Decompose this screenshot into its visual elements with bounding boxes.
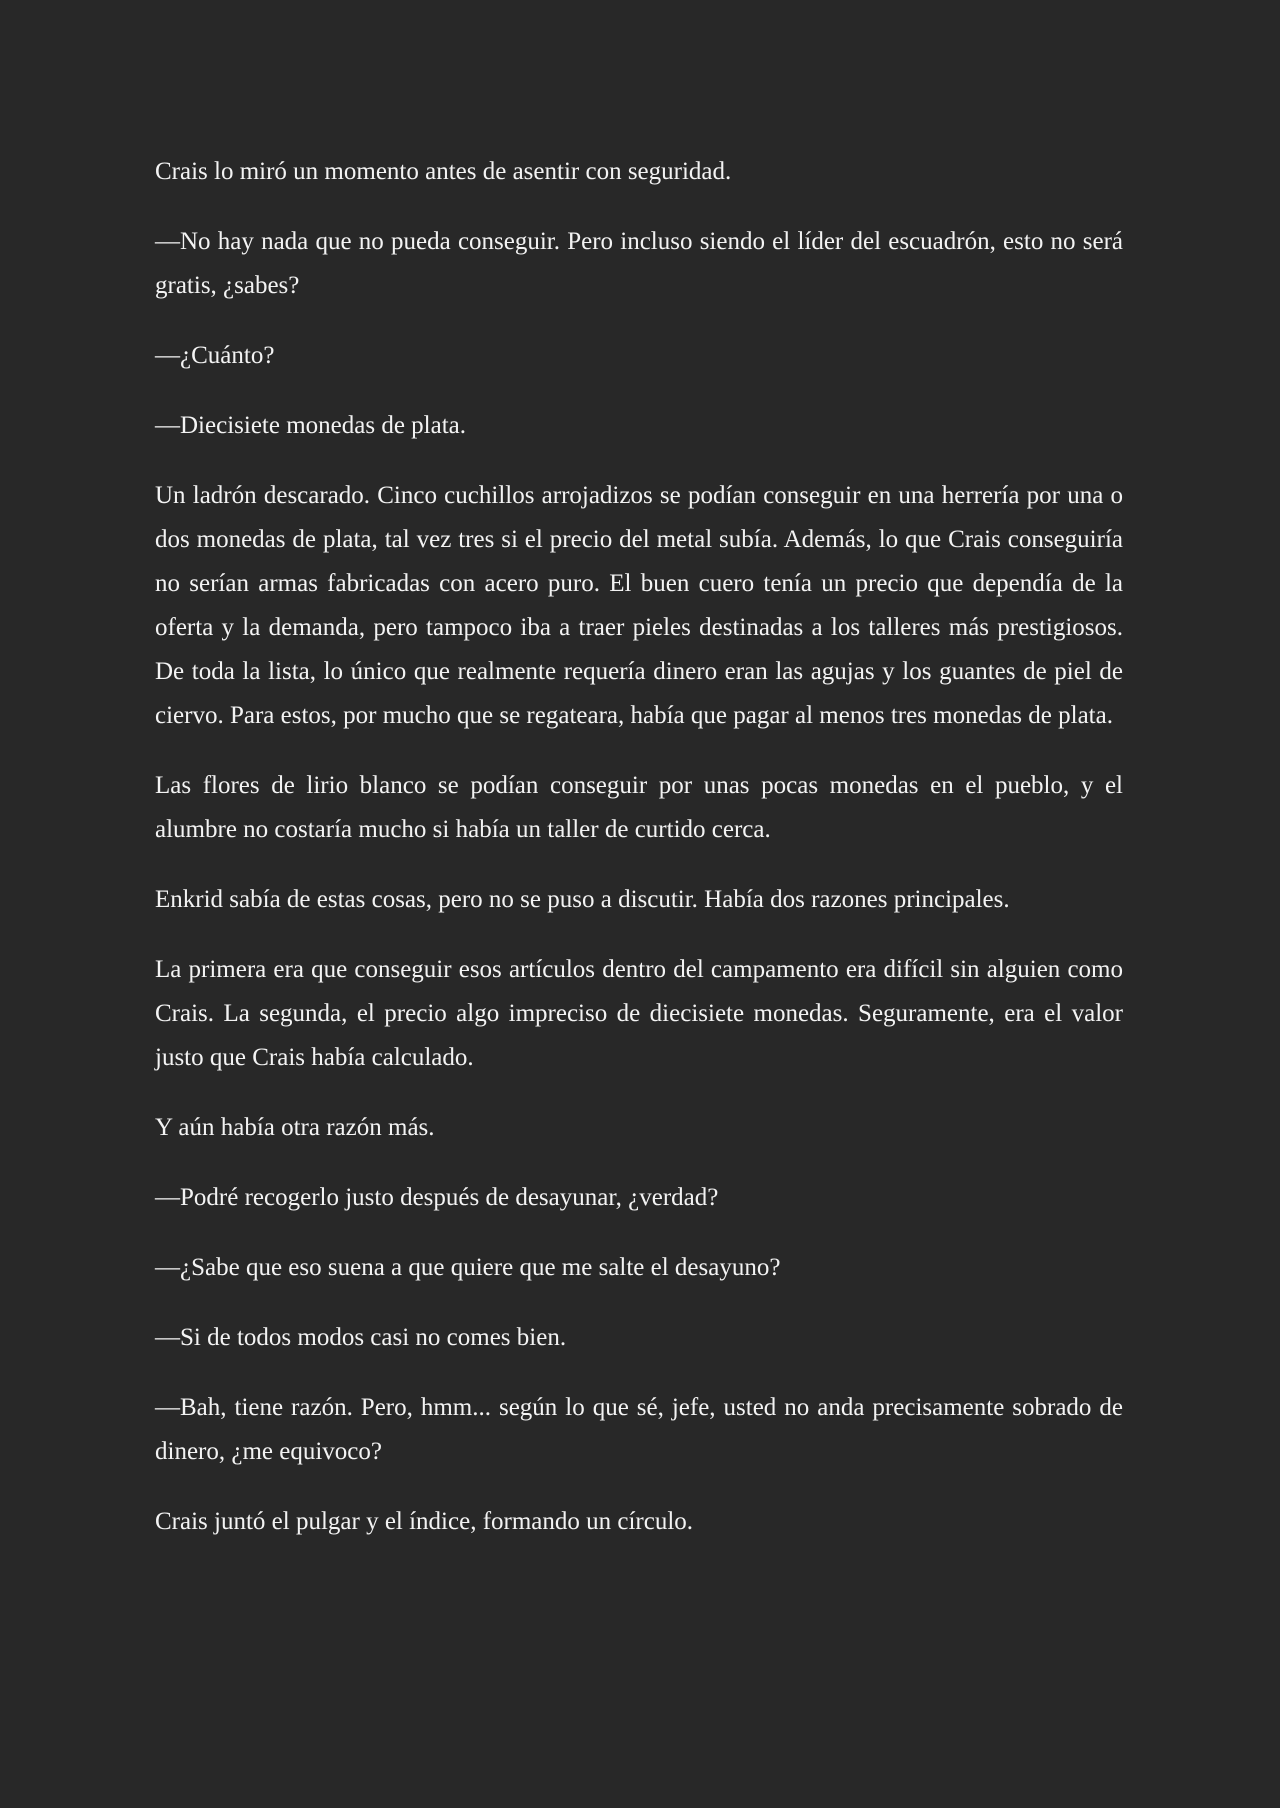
paragraph: —No hay nada que no pueda conseguir. Pero incluso siendo el líder del escuadrón, esto no será gratis, ¿sabes? xyxy=(155,228,1123,299)
paragraph: Crais lo miró un momento antes de asentir con seguridad. xyxy=(155,158,732,185)
paragraph: Las flores de lirio blanco se podían conseguir por unas pocas monedas en el pueblo, y el alumbre no costaría mucho si había un taller de curtido cerca. xyxy=(155,772,1123,843)
paragraph: La primera era que conseguir esos artículos dentro del campamento era difícil sin alguien como Crais. La segunda, el precio algo impreciso de diecisiete monedas. Seguramente, era el valor justo que Crais había calculado. xyxy=(155,956,1123,1071)
paragraph: —Podré recogerlo justo después de desayunar, ¿verdad? xyxy=(155,1184,719,1211)
document-page xyxy=(155,150,1123,1570)
paragraph: Crais juntó el pulgar y el índice, formando un círculo. xyxy=(155,1508,694,1535)
paragraph: Un ladrón descarado. Cinco cuchillos arrojadizos se podían conseguir en una herrería por una o dos monedas de plata, tal vez tres si el precio del metal subía. Además, lo que Crais conseguiría no serían armas fabricadas con acero puro. El buen cuero tenía un precio que dependía de la oferta y la demanda, pero tampoco iba a traer pieles destinadas a los talleres más prestigiosos. De toda la lista, lo único que realmente requería dinero eran las agujas y los guantes de piel de ciervo. Para estos, por mucho que se regateara, había que pagar al menos tres monedas de plata. xyxy=(155,482,1123,729)
paragraph: —Si de todos modos casi no comes bien. xyxy=(155,1324,567,1351)
paragraph: Enkrid sabía de estas cosas, pero no se puso a discutir. Había dos razones principales. xyxy=(155,886,1010,913)
paragraph: —¿Cuánto? xyxy=(155,342,275,369)
paragraph: —Diecisiete monedas de plata. xyxy=(155,412,466,439)
paragraph: —¿Sabe que eso suena a que quiere que me salte el desayuno? xyxy=(155,1254,781,1281)
paragraph: —Bah, tiene razón. Pero, hmm... según lo que sé, jefe, usted no anda precisamente sobrado de dinero, ¿me equivoco? xyxy=(155,1394,1123,1465)
paragraph: Y aún había otra razón más. xyxy=(155,1114,435,1141)
